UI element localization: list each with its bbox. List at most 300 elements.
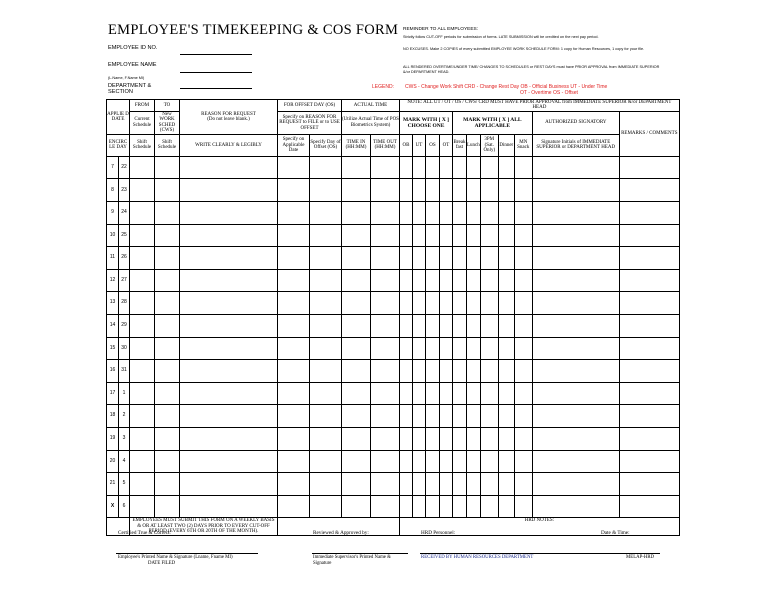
entry-cell[interactable] xyxy=(532,382,619,405)
entry-cell[interactable] xyxy=(130,247,155,270)
entry-cell[interactable] xyxy=(400,382,413,405)
entry-cell[interactable] xyxy=(155,179,180,202)
entry-cell[interactable] xyxy=(180,337,278,360)
entry-cell[interactable] xyxy=(480,382,498,405)
entry-cell[interactable] xyxy=(180,156,278,179)
entry-cell[interactable] xyxy=(532,179,619,202)
day-number[interactable]: 12 xyxy=(107,269,119,292)
entry-cell[interactable] xyxy=(498,224,514,247)
entry-cell[interactable] xyxy=(453,224,467,247)
entry-cell[interactable] xyxy=(130,292,155,315)
entry-cell[interactable] xyxy=(371,292,400,315)
entry-cell[interactable] xyxy=(130,179,155,202)
entry-cell[interactable] xyxy=(440,269,453,292)
entry-cell[interactable] xyxy=(532,247,619,270)
entry-cell[interactable] xyxy=(532,314,619,337)
day-number[interactable]: 22 xyxy=(119,156,130,179)
entry-cell[interactable] xyxy=(400,156,413,179)
day-number[interactable]: 19 xyxy=(107,427,119,450)
entry-cell[interactable] xyxy=(371,156,400,179)
day-number[interactable]: 31 xyxy=(119,360,130,383)
entry-cell[interactable] xyxy=(342,337,371,360)
entry-cell[interactable] xyxy=(371,473,400,496)
entry-cell[interactable] xyxy=(130,337,155,360)
entry-cell[interactable] xyxy=(310,156,342,179)
entry-cell[interactable] xyxy=(310,473,342,496)
entry-cell[interactable] xyxy=(413,337,426,360)
entry-cell[interactable] xyxy=(426,450,440,473)
entry-cell[interactable] xyxy=(180,202,278,225)
entry-cell[interactable] xyxy=(440,360,453,383)
entry-cell[interactable] xyxy=(532,450,619,473)
entry-cell[interactable] xyxy=(130,427,155,450)
entry-cell[interactable] xyxy=(426,337,440,360)
entry-cell[interactable] xyxy=(310,495,342,518)
entry-cell[interactable] xyxy=(342,382,371,405)
entry-cell[interactable] xyxy=(532,473,619,496)
entry-cell[interactable] xyxy=(514,202,532,225)
entry-cell[interactable] xyxy=(514,292,532,315)
entry-cell[interactable] xyxy=(467,427,481,450)
entry-cell[interactable] xyxy=(514,360,532,383)
entry-cell[interactable] xyxy=(413,179,426,202)
entry-cell[interactable] xyxy=(619,314,679,337)
entry-cell[interactable] xyxy=(514,405,532,428)
entry-cell[interactable] xyxy=(155,156,180,179)
entry-cell[interactable] xyxy=(514,247,532,270)
entry-cell[interactable] xyxy=(278,450,310,473)
entry-cell[interactable] xyxy=(619,269,679,292)
entry-cell[interactable] xyxy=(371,382,400,405)
day-number[interactable]: 7 xyxy=(107,156,119,179)
entry-cell[interactable] xyxy=(498,473,514,496)
entry-cell[interactable] xyxy=(342,314,371,337)
entry-cell[interactable] xyxy=(532,427,619,450)
day-number[interactable]: 26 xyxy=(119,247,130,270)
entry-cell[interactable] xyxy=(155,292,180,315)
entry-cell[interactable] xyxy=(278,360,310,383)
entry-cell[interactable] xyxy=(440,179,453,202)
entry-cell[interactable] xyxy=(342,202,371,225)
entry-cell[interactable] xyxy=(342,405,371,428)
entry-cell[interactable] xyxy=(371,269,400,292)
entry-cell[interactable] xyxy=(532,224,619,247)
entry-cell[interactable] xyxy=(413,156,426,179)
entry-cell[interactable] xyxy=(467,473,481,496)
entry-cell[interactable] xyxy=(278,337,310,360)
day-number[interactable]: 3 xyxy=(119,427,130,450)
day-number[interactable]: 1 xyxy=(119,382,130,405)
entry-cell[interactable] xyxy=(467,269,481,292)
entry-cell[interactable] xyxy=(480,360,498,383)
day-number[interactable]: 15 xyxy=(107,337,119,360)
entry-cell[interactable] xyxy=(342,495,371,518)
entry-cell[interactable] xyxy=(532,360,619,383)
entry-cell[interactable] xyxy=(453,405,467,428)
entry-cell[interactable] xyxy=(371,202,400,225)
entry-cell[interactable] xyxy=(155,382,180,405)
entry-cell[interactable] xyxy=(130,269,155,292)
day-number[interactable]: 6 xyxy=(119,495,130,518)
entry-cell[interactable] xyxy=(467,247,481,270)
day-number[interactable]: 20 xyxy=(107,450,119,473)
entry-cell[interactable] xyxy=(440,337,453,360)
entry-cell[interactable] xyxy=(180,427,278,450)
entry-cell[interactable] xyxy=(480,450,498,473)
entry-cell[interactable] xyxy=(342,450,371,473)
entry-cell[interactable] xyxy=(413,360,426,383)
entry-cell[interactable] xyxy=(453,314,467,337)
entry-cell[interactable] xyxy=(278,269,310,292)
entry-cell[interactable] xyxy=(480,495,498,518)
entry-cell[interactable] xyxy=(440,292,453,315)
entry-cell[interactable] xyxy=(467,202,481,225)
entry-cell[interactable] xyxy=(342,427,371,450)
entry-cell[interactable] xyxy=(426,382,440,405)
entry-cell[interactable] xyxy=(619,247,679,270)
entry-cell[interactable] xyxy=(400,179,413,202)
day-number[interactable]: 21 xyxy=(107,473,119,496)
entry-cell[interactable] xyxy=(514,450,532,473)
entry-cell[interactable] xyxy=(426,495,440,518)
entry-cell[interactable] xyxy=(130,450,155,473)
entry-cell[interactable] xyxy=(498,495,514,518)
entry-cell[interactable] xyxy=(440,314,453,337)
entry-cell[interactable] xyxy=(155,405,180,428)
entry-cell[interactable] xyxy=(278,495,310,518)
entry-cell[interactable] xyxy=(453,382,467,405)
entry-cell[interactable] xyxy=(371,405,400,428)
entry-cell[interactable] xyxy=(467,405,481,428)
entry-cell[interactable] xyxy=(278,179,310,202)
entry-cell[interactable] xyxy=(400,224,413,247)
entry-cell[interactable] xyxy=(371,495,400,518)
entry-cell[interactable] xyxy=(155,269,180,292)
day-number[interactable]: 4 xyxy=(119,450,130,473)
entry-cell[interactable] xyxy=(514,382,532,405)
employee-name-line[interactable] xyxy=(180,72,252,73)
entry-cell[interactable] xyxy=(310,405,342,428)
entry-cell[interactable] xyxy=(400,292,413,315)
entry-cell[interactable] xyxy=(619,292,679,315)
entry-cell[interactable] xyxy=(498,247,514,270)
entry-cell[interactable] xyxy=(310,179,342,202)
entry-cell[interactable] xyxy=(400,337,413,360)
entry-cell[interactable] xyxy=(467,156,481,179)
day-number[interactable]: 29 xyxy=(119,314,130,337)
entry-cell[interactable] xyxy=(342,360,371,383)
hrd-notes[interactable]: HRD NOTES: xyxy=(400,518,680,535)
entry-cell[interactable] xyxy=(155,202,180,225)
entry-cell[interactable] xyxy=(400,314,413,337)
entry-cell[interactable] xyxy=(155,450,180,473)
entry-cell[interactable] xyxy=(514,269,532,292)
entry-cell[interactable] xyxy=(400,360,413,383)
entry-cell[interactable] xyxy=(453,450,467,473)
day-number[interactable]: 11 xyxy=(107,247,119,270)
entry-cell[interactable] xyxy=(440,224,453,247)
entry-cell[interactable] xyxy=(426,314,440,337)
day-number[interactable]: 23 xyxy=(119,179,130,202)
entry-cell[interactable] xyxy=(467,337,481,360)
entry-cell[interactable] xyxy=(453,156,467,179)
entry-cell[interactable] xyxy=(310,360,342,383)
entry-cell[interactable] xyxy=(498,382,514,405)
entry-cell[interactable] xyxy=(440,473,453,496)
entry-cell[interactable] xyxy=(130,224,155,247)
entry-cell[interactable] xyxy=(480,224,498,247)
entry-cell[interactable] xyxy=(371,179,400,202)
entry-cell[interactable] xyxy=(480,405,498,428)
entry-cell[interactable] xyxy=(532,405,619,428)
entry-cell[interactable] xyxy=(453,247,467,270)
entry-cell[interactable] xyxy=(514,156,532,179)
entry-cell[interactable] xyxy=(467,450,481,473)
entry-cell[interactable] xyxy=(155,495,180,518)
entry-cell[interactable] xyxy=(480,292,498,315)
department-line[interactable] xyxy=(180,88,252,89)
entry-cell[interactable] xyxy=(413,314,426,337)
entry-cell[interactable] xyxy=(453,360,467,383)
entry-cell[interactable] xyxy=(453,473,467,496)
entry-cell[interactable] xyxy=(480,247,498,270)
entry-cell[interactable] xyxy=(180,360,278,383)
entry-cell[interactable] xyxy=(180,450,278,473)
entry-cell[interactable] xyxy=(532,269,619,292)
entry-cell[interactable] xyxy=(180,224,278,247)
entry-cell[interactable] xyxy=(498,202,514,225)
entry-cell[interactable] xyxy=(514,337,532,360)
entry-cell[interactable] xyxy=(619,473,679,496)
entry-cell[interactable] xyxy=(619,427,679,450)
entry-cell[interactable] xyxy=(371,450,400,473)
entry-cell[interactable] xyxy=(426,269,440,292)
entry-cell[interactable] xyxy=(498,314,514,337)
entry-cell[interactable] xyxy=(467,314,481,337)
entry-cell[interactable] xyxy=(310,224,342,247)
entry-cell[interactable] xyxy=(514,224,532,247)
entry-cell[interactable] xyxy=(498,156,514,179)
entry-cell[interactable] xyxy=(130,495,155,518)
entry-cell[interactable] xyxy=(371,337,400,360)
entry-cell[interactable] xyxy=(453,202,467,225)
entry-cell[interactable] xyxy=(130,156,155,179)
entry-cell[interactable] xyxy=(400,247,413,270)
entry-cell[interactable] xyxy=(413,292,426,315)
entry-cell[interactable] xyxy=(532,202,619,225)
entry-cell[interactable] xyxy=(413,224,426,247)
entry-cell[interactable] xyxy=(155,427,180,450)
entry-cell[interactable] xyxy=(278,224,310,247)
entry-cell[interactable] xyxy=(180,292,278,315)
day-number[interactable]: 27 xyxy=(119,269,130,292)
day-number[interactable]: 13 xyxy=(107,292,119,315)
entry-cell[interactable] xyxy=(413,473,426,496)
entry-cell[interactable] xyxy=(342,473,371,496)
entry-cell[interactable] xyxy=(480,427,498,450)
entry-cell[interactable] xyxy=(619,179,679,202)
employee-signature-line[interactable] xyxy=(116,553,258,554)
entry-cell[interactable] xyxy=(180,314,278,337)
entry-cell[interactable] xyxy=(310,314,342,337)
entry-cell[interactable] xyxy=(480,269,498,292)
entry-cell[interactable] xyxy=(498,427,514,450)
entry-cell[interactable] xyxy=(619,495,679,518)
entry-cell[interactable] xyxy=(310,427,342,450)
entry-cell[interactable] xyxy=(371,247,400,270)
entry-cell[interactable] xyxy=(310,247,342,270)
supervisor-signature-line[interactable] xyxy=(312,553,408,554)
entry-cell[interactable] xyxy=(453,292,467,315)
entry-cell[interactable] xyxy=(532,495,619,518)
entry-cell[interactable] xyxy=(514,473,532,496)
entry-cell[interactable] xyxy=(480,179,498,202)
entry-cell[interactable] xyxy=(310,292,342,315)
entry-cell[interactable] xyxy=(278,247,310,270)
entry-cell[interactable] xyxy=(413,269,426,292)
entry-cell[interactable] xyxy=(440,495,453,518)
entry-cell[interactable] xyxy=(310,269,342,292)
day-number[interactable]: 18 xyxy=(107,405,119,428)
hrd-received-line[interactable] xyxy=(420,553,660,554)
entry-cell[interactable] xyxy=(440,427,453,450)
entry-cell[interactable] xyxy=(467,382,481,405)
entry-cell[interactable] xyxy=(413,382,426,405)
entry-cell[interactable] xyxy=(371,360,400,383)
entry-cell[interactable] xyxy=(440,247,453,270)
day-number[interactable]: 25 xyxy=(119,224,130,247)
entry-cell[interactable] xyxy=(426,405,440,428)
entry-cell[interactable] xyxy=(498,292,514,315)
entry-cell[interactable] xyxy=(400,495,413,518)
entry-cell[interactable] xyxy=(342,179,371,202)
entry-cell[interactable] xyxy=(498,360,514,383)
entry-cell[interactable] xyxy=(453,337,467,360)
day-number[interactable]: 28 xyxy=(119,292,130,315)
day-number[interactable]: 8 xyxy=(107,179,119,202)
entry-cell[interactable] xyxy=(498,337,514,360)
entry-cell[interactable] xyxy=(532,337,619,360)
entry-cell[interactable] xyxy=(310,382,342,405)
entry-cell[interactable] xyxy=(371,224,400,247)
entry-cell[interactable] xyxy=(400,450,413,473)
entry-cell[interactable] xyxy=(371,314,400,337)
entry-cell[interactable] xyxy=(400,269,413,292)
entry-cell[interactable] xyxy=(310,450,342,473)
entry-cell[interactable] xyxy=(155,314,180,337)
day-number[interactable]: X xyxy=(107,495,119,518)
entry-cell[interactable] xyxy=(130,360,155,383)
entry-cell[interactable] xyxy=(278,202,310,225)
entry-cell[interactable] xyxy=(400,473,413,496)
entry-cell[interactable] xyxy=(480,314,498,337)
entry-cell[interactable] xyxy=(619,382,679,405)
entry-cell[interactable] xyxy=(467,292,481,315)
entry-cell[interactable] xyxy=(342,292,371,315)
entry-cell[interactable] xyxy=(426,360,440,383)
entry-cell[interactable] xyxy=(130,314,155,337)
entry-cell[interactable] xyxy=(480,337,498,360)
entry-cell[interactable] xyxy=(278,382,310,405)
entry-cell[interactable] xyxy=(480,156,498,179)
entry-cell[interactable] xyxy=(498,269,514,292)
day-number[interactable]: 2 xyxy=(119,405,130,428)
entry-cell[interactable] xyxy=(453,269,467,292)
entry-cell[interactable] xyxy=(413,202,426,225)
entry-cell[interactable] xyxy=(371,427,400,450)
entry-cell[interactable] xyxy=(278,405,310,428)
entry-cell[interactable] xyxy=(619,360,679,383)
entry-cell[interactable] xyxy=(180,247,278,270)
entry-cell[interactable] xyxy=(426,202,440,225)
entry-cell[interactable] xyxy=(278,314,310,337)
entry-cell[interactable] xyxy=(453,495,467,518)
entry-cell[interactable] xyxy=(413,450,426,473)
entry-cell[interactable] xyxy=(413,405,426,428)
entry-cell[interactable] xyxy=(619,202,679,225)
entry-cell[interactable] xyxy=(180,269,278,292)
entry-cell[interactable] xyxy=(440,202,453,225)
entry-cell[interactable] xyxy=(342,224,371,247)
entry-cell[interactable] xyxy=(514,495,532,518)
entry-cell[interactable] xyxy=(400,202,413,225)
entry-cell[interactable] xyxy=(155,337,180,360)
entry-cell[interactable] xyxy=(278,292,310,315)
day-number[interactable]: 30 xyxy=(119,337,130,360)
day-number[interactable]: 5 xyxy=(119,473,130,496)
entry-cell[interactable] xyxy=(480,202,498,225)
entry-cell[interactable] xyxy=(180,405,278,428)
day-number[interactable]: 17 xyxy=(107,382,119,405)
entry-cell[interactable] xyxy=(342,269,371,292)
day-number[interactable]: 24 xyxy=(119,202,130,225)
entry-cell[interactable] xyxy=(467,495,481,518)
entry-cell[interactable] xyxy=(413,247,426,270)
entry-cell[interactable] xyxy=(180,382,278,405)
entry-cell[interactable] xyxy=(514,179,532,202)
entry-cell[interactable] xyxy=(619,450,679,473)
entry-cell[interactable] xyxy=(467,179,481,202)
entry-cell[interactable] xyxy=(532,292,619,315)
entry-cell[interactable] xyxy=(440,382,453,405)
entry-cell[interactable] xyxy=(426,224,440,247)
entry-cell[interactable] xyxy=(619,405,679,428)
day-number[interactable]: 16 xyxy=(107,360,119,383)
entry-cell[interactable] xyxy=(440,156,453,179)
entry-cell[interactable] xyxy=(310,337,342,360)
entry-cell[interactable] xyxy=(155,224,180,247)
entry-cell[interactable] xyxy=(426,473,440,496)
entry-cell[interactable] xyxy=(278,427,310,450)
day-number[interactable]: 10 xyxy=(107,224,119,247)
entry-cell[interactable] xyxy=(278,473,310,496)
entry-cell[interactable] xyxy=(278,156,310,179)
entry-cell[interactable] xyxy=(413,427,426,450)
entry-cell[interactable] xyxy=(426,427,440,450)
entry-cell[interactable] xyxy=(400,405,413,428)
entry-cell[interactable] xyxy=(498,179,514,202)
entry-cell[interactable] xyxy=(180,179,278,202)
entry-cell[interactable] xyxy=(130,405,155,428)
entry-cell[interactable] xyxy=(310,202,342,225)
entry-cell[interactable] xyxy=(130,202,155,225)
entry-cell[interactable] xyxy=(453,179,467,202)
entry-cell[interactable] xyxy=(130,382,155,405)
entry-cell[interactable] xyxy=(619,156,679,179)
entry-cell[interactable] xyxy=(453,427,467,450)
entry-cell[interactable] xyxy=(426,292,440,315)
entry-cell[interactable] xyxy=(440,405,453,428)
